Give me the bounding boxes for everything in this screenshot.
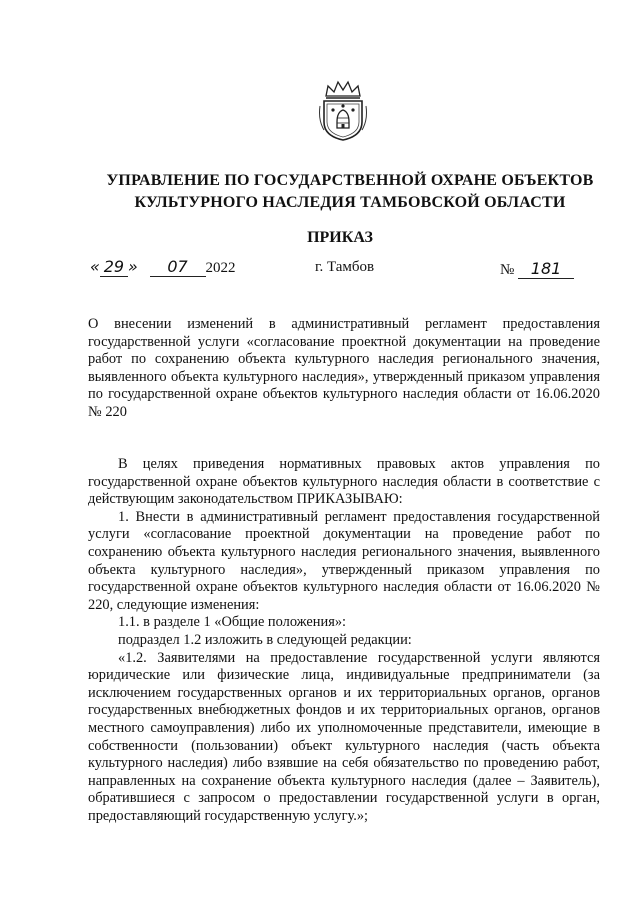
order-subject: О внесении изменений в административный регламент предоставления государственной услуги «согласование проектной документации на проведение работ по сохранению объекта культурного наследия регионального значения, выявленного объекта культурного наследия», утвержденный приказом управления по государственной охране объектов культурного наследия области от 16.06.2020 № 220 — [88, 316, 600, 420]
date-row — [88, 257, 600, 283]
number-value: 181 — [518, 259, 574, 279]
number-sign: № — [500, 262, 515, 278]
body-paragraph: 1.1. в разделе 1 «Общие положения»: — [118, 614, 347, 631]
coat-of-arms-icon — [318, 80, 368, 142]
body-paragraph: подраздел 1.2 изложить в следующей редакции: — [118, 631, 412, 648]
order-number — [500, 259, 574, 279]
order-date — [90, 257, 236, 277]
order-body — [88, 456, 600, 825]
body-paragraph: «1.2. Заявителями на предоставление государственной услуги являются юридические или физические лица, индивидуальные предприниматели (за исключением государственных органов и их территориальных органов, органов государственных внебюджетных фондов и их территориальных органов, органов местного самоуправления) либо их уполномоченные представители, имеющие в собственности (пользовании) объект культурного наследия (часть объекта культурного наследия) либо взявшие на себя обязательство по проведению работ, направленных на сохранение объекта культурного наследия (далее – Заявитель), обратившиеся с запросом о предоставлении государственной услуги в орган, предоставляющий государственную услугу.»; — [88, 649, 600, 824]
date-year: 2022 — [205, 260, 236, 276]
document-type: ПРИКАЗ — [307, 229, 373, 246]
body-paragraph: 1. Внести в административный регламент предоставления государственной услуги «согласование проектной документации на проведение работ по сохранению объекта культурного наследия регионального значения, выявленного объекта культурного наследия», утвержденный приказом управления по государственной охране объектов культурного наследия области от 16.06.2020 № 220, следующие изменения: — [88, 508, 600, 613]
date-day: 29 — [100, 257, 128, 277]
city: г. Тамбов — [315, 259, 375, 275]
body-paragraph: В целях приведения нормативных правовых актов управления по государственной охране объектов культурного наследия области в соответствие с действующим законодательством ПРИКАЗЫВАЮ: — [88, 456, 600, 508]
date-open-quote: « — [90, 257, 100, 276]
agency-name-line1: УПРАВЛЕНИЕ ПО ГОСУДАРСТВЕННОЙ ОХРАНЕ ОБЪЕКТОВ — [106, 172, 594, 189]
date-month: 07 — [150, 257, 206, 277]
agency-name-line2: КУЛЬТУРНОГО НАСЛЕДИЯ ТАМБОВСКОЙ ОБЛАСТИ — [134, 194, 566, 211]
date-close-quote: » — [127, 257, 138, 276]
